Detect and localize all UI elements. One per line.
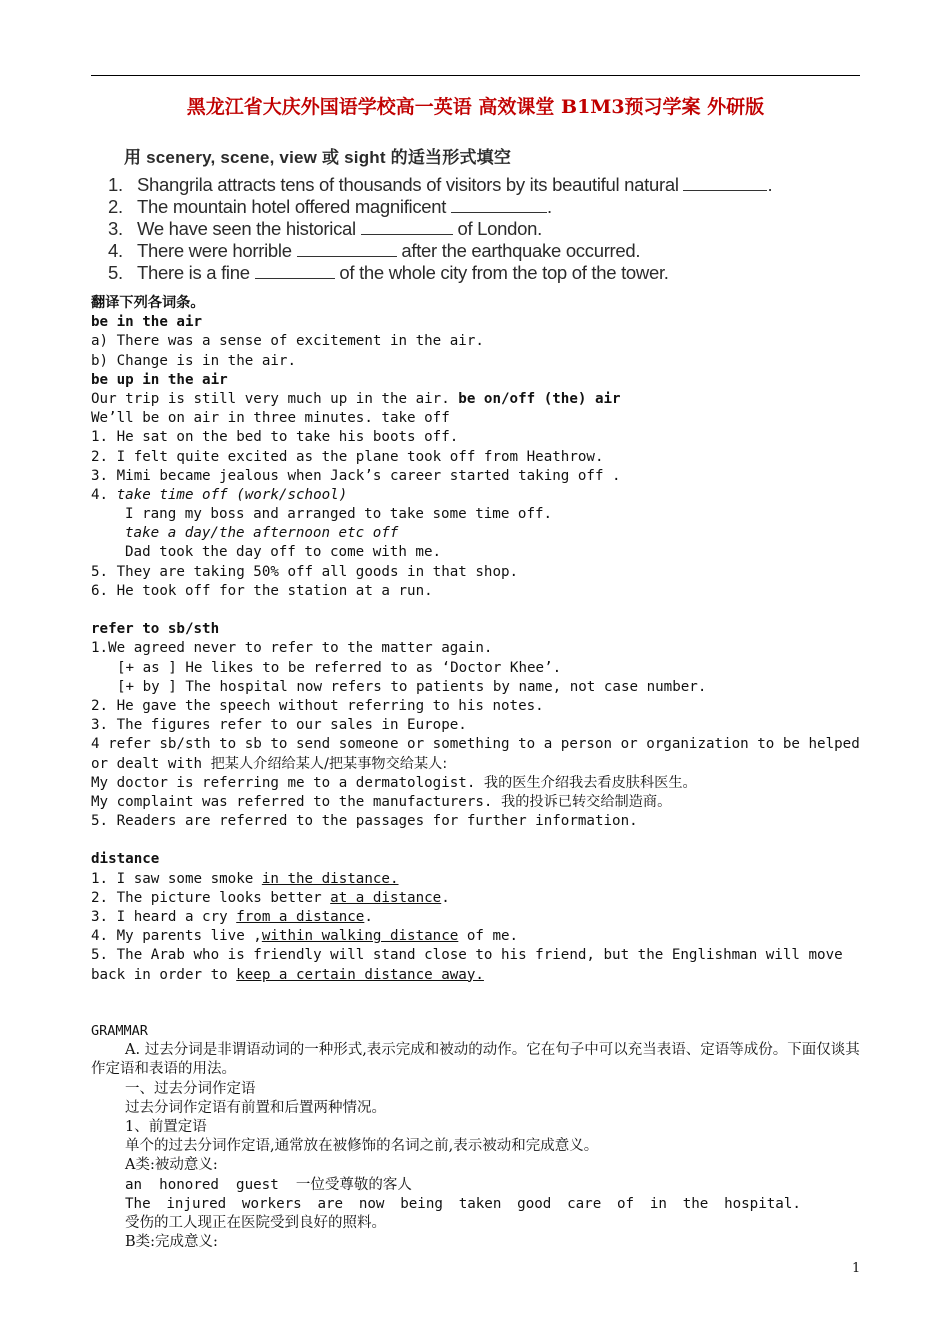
- exercise-item: 4. There were horrible after the earthquake occurred.: [108, 240, 641, 261]
- example-word: being: [400, 1195, 443, 1212]
- phrase-heading: distance: [91, 851, 160, 868]
- phrase-heading: refer to sb/sth: [91, 621, 220, 638]
- grammar-paragraph: B类:完成意义:: [125, 1234, 218, 1251]
- example-line: My doctor is referring me to a dermatologist. 我的医生介绍我去看皮肤科医生。: [91, 774, 697, 791]
- example-line: 3. I heard a cry from a distance.: [91, 909, 373, 926]
- example-word: of: [617, 1195, 635, 1212]
- example-line: Our trip is still very much up in the air. be on/off (the) air: [91, 390, 621, 407]
- example-line: I rang my boss and arranged to take some time off.: [125, 506, 553, 523]
- grammar-paragraph: A类:被动意义:: [125, 1157, 218, 1174]
- phrase-heading: take off: [381, 410, 450, 427]
- example-word: The: [125, 1195, 151, 1212]
- blank-line: [451, 196, 547, 213]
- example-word: in: [649, 1195, 667, 1212]
- example-word: hospital.: [724, 1195, 801, 1212]
- example-word: the: [682, 1195, 709, 1212]
- blank-line: [361, 218, 453, 235]
- example-line: 5. They are taking 50% off all goods in that shop.: [91, 563, 519, 580]
- example-line: [+ by ] The hospital now refers to patients by name, not case number.: [117, 678, 707, 695]
- page-number: 1: [852, 1261, 861, 1276]
- example-line: 6. He took off for the station at a run.: [91, 582, 433, 599]
- grammar-subheading: 一、过去分词作定语: [125, 1080, 256, 1097]
- blank-line: [255, 262, 335, 279]
- example-line: 1. He sat on the bed to take his boots off.: [91, 429, 459, 446]
- translate-heading: 翻译下列各词条。: [91, 295, 205, 311]
- exercise-item: 5. There is a fine of the whole city from the top of the tower.: [108, 262, 669, 283]
- blank-line: [683, 174, 767, 191]
- grammar-example: [91, 1195, 801, 1214]
- example-line: 1. I saw some smoke in the distance.: [91, 870, 399, 887]
- example-word: are: [317, 1195, 344, 1212]
- example-word: injured: [166, 1195, 227, 1212]
- grammar-subheading: 1、前置定语: [125, 1119, 207, 1136]
- phrase-heading: be in the air: [91, 314, 203, 331]
- example-line: 3. The figures refer to our sales in Europe.: [91, 717, 467, 734]
- grammar-heading: GRAMMAR: [91, 1023, 148, 1039]
- exercise-list: [108, 174, 848, 284]
- document-title: 黑龙江省大庆外国语学校高一英语 高效课堂 B1M3预习学案 外研版: [186, 96, 765, 118]
- grammar-example: 受伤的工人现正在医院受到良好的照料。: [125, 1215, 386, 1232]
- example-word: now: [358, 1195, 385, 1212]
- exercise-heading: 用 scenery, scene, view 或 sight 的适当形式填空: [124, 148, 512, 167]
- grammar-example: an honored guest 一位受尊敬的客人: [125, 1176, 412, 1193]
- example-line: 4. My parents live ,within walking distance of me.: [91, 928, 519, 945]
- example-line: 4 refer sb/sth to sb to send someone or something to a person or organization to be helped or dealt with 把某人介绍给某人/把某事物交给某人:: [91, 736, 860, 772]
- example-line: take a day/the afternoon etc off: [125, 525, 399, 542]
- example-line: We’ll be on air in three minutes. take off: [91, 410, 450, 427]
- grammar-paragraph: 单个的过去分词作定语,通常放在被修饰的名词之前,表示被动和完成意义。: [125, 1138, 599, 1155]
- phrase-heading: be up in the air: [91, 371, 228, 388]
- example-line: 5. Readers are referred to the passages for further information.: [91, 813, 638, 830]
- exercise-item: 2. The mountain hotel offered magnificent .: [108, 196, 552, 217]
- grammar-paragraph: A. 过去分词是非谓语动词的一种形式,表示完成和被动的动作。它在句子中可以充当表语、定语等成份。下面仅谈其作定语和表语的用法。: [91, 1042, 860, 1078]
- exercise-item: 3. We have seen the historical of London.: [108, 218, 542, 239]
- example-word: good: [517, 1195, 552, 1212]
- example-line: 4. take time off (work/school): [91, 486, 348, 503]
- example-line: b) Change is in the air.: [91, 352, 296, 369]
- example-line: [+ as ] He likes to be referred to as ‘Doctor Khee’.: [117, 659, 562, 676]
- vocabulary-section: [91, 294, 861, 985]
- example-line: Dad took the day off to come with me.: [125, 544, 442, 561]
- example-word: care: [567, 1195, 602, 1212]
- example-line: My complaint was referred to the manufacturers. 我的投诉已转交给制造商。: [91, 793, 672, 810]
- example-line: 2. The picture looks better at a distance.: [91, 889, 450, 906]
- example-line: 2. I felt quite excited as the plane took off from Heathrow.: [91, 448, 604, 465]
- grammar-section: [91, 1022, 861, 1252]
- phrase-heading: be on/off (the) air: [458, 390, 621, 407]
- exercise-item: 1. Shangrila attracts tens of thousands of visitors by its beautiful natural .: [108, 174, 773, 195]
- example-line: 5. The Arab who is friendly will stand close to his friend, but the Englishman will move back in order to keep a certain distance away.: [91, 947, 843, 983]
- example-line: 2. He gave the speech without referring to his notes.: [91, 697, 544, 714]
- exercise-image-block: [108, 143, 848, 284]
- blank-line: [297, 240, 397, 257]
- example-word: workers: [241, 1195, 302, 1212]
- header-rule: [91, 75, 860, 76]
- example-line: 3. Mimi became jealous when Jack’s career started taking off .: [91, 467, 621, 484]
- example-line: a) There was a sense of excitement in the air.: [91, 333, 484, 350]
- grammar-paragraph: 过去分词作定语有前置和后置两种情况。: [125, 1099, 386, 1116]
- example-word: taken: [458, 1195, 502, 1212]
- example-line: 1.We agreed never to refer to the matter again.: [91, 640, 493, 657]
